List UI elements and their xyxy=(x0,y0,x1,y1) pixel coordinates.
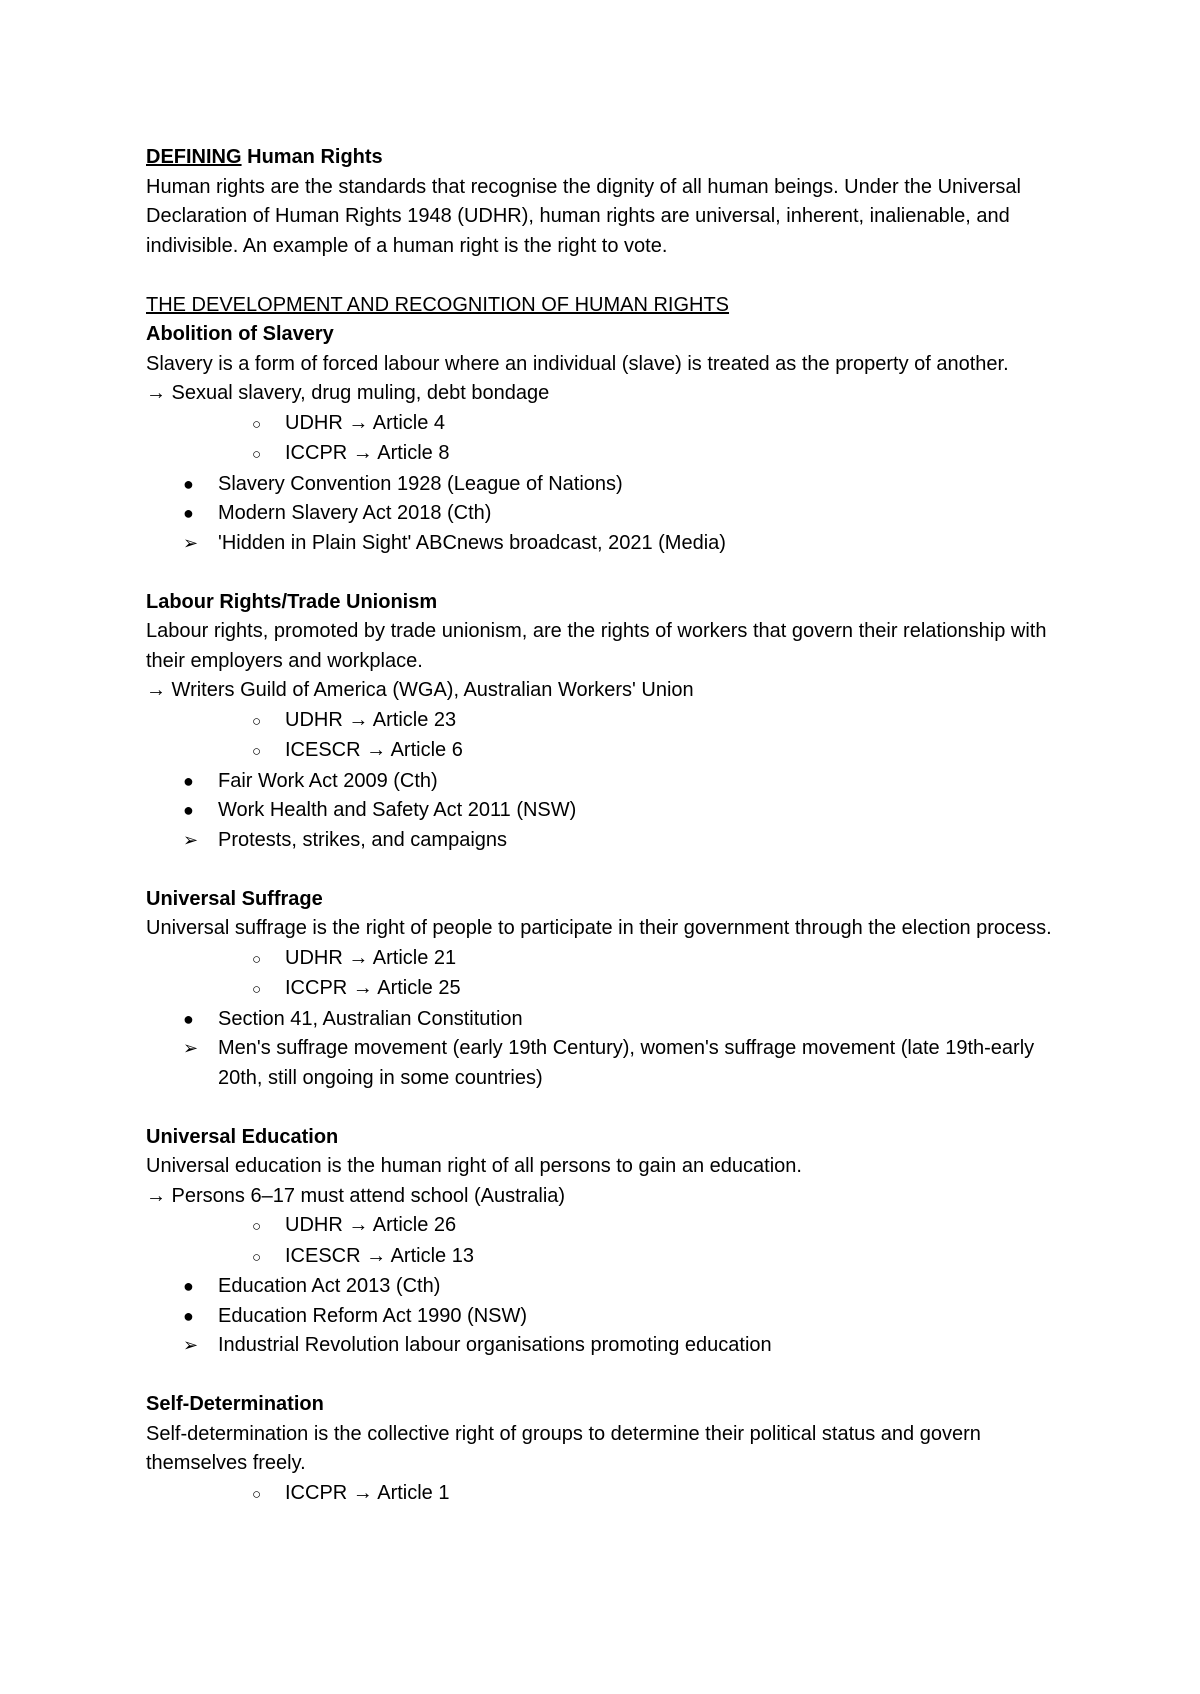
suffrage-sub-text: UDHR → Article 21 xyxy=(285,946,457,969)
slavery-bullet xyxy=(146,499,1066,529)
chevron-arrow-icon: ➢ xyxy=(183,532,199,553)
slavery-example xyxy=(146,379,1066,409)
education-sub-item xyxy=(146,1242,1066,1273)
suffrage-bullet xyxy=(146,1005,1066,1035)
labour-bullet xyxy=(146,796,1066,826)
labour-heading: Labour Rights/Trade Unionism xyxy=(146,590,438,613)
arrow-icon: → xyxy=(146,1184,166,1207)
circle-bullet-icon: ○ xyxy=(252,950,262,968)
selfdet-heading: Self-Determination xyxy=(146,1393,324,1415)
labour-bullet-text: Work Health and Safety Act 2011 (NSW) xyxy=(218,799,577,821)
labour-bullet xyxy=(146,767,1066,797)
slavery-heading: Abolition of Slavery xyxy=(146,323,334,345)
suffrage-sub-text: ICCPR → Article 25 xyxy=(285,977,461,999)
bullet-icon: ● xyxy=(183,1305,194,1326)
chevron-arrow-icon: ➢ xyxy=(183,829,199,850)
labour-definition: Labour rights, promoted by trade unionism, are the rights of workers that govern their relationship with their employers and workplace. xyxy=(146,620,1053,672)
circle-bullet-icon: ○ xyxy=(252,743,262,760)
arrow-icon: → xyxy=(146,382,166,404)
slavery-sub-text: UDHR → Article 4 xyxy=(285,411,446,434)
slavery-bullet xyxy=(146,470,1066,500)
labour-sub-text: UDHR → Article 23 xyxy=(285,708,457,731)
slavery-chevron-item xyxy=(146,529,1066,559)
bullet-icon: ● xyxy=(183,800,194,820)
circle-bullet-icon: ○ xyxy=(252,712,262,730)
education-sub-text: UDHR → Article 26 xyxy=(285,1214,457,1236)
selfdet-sub-text: ICCPR → Article 1 xyxy=(285,1481,450,1504)
bullet-icon: ● xyxy=(183,473,194,494)
education-bullet xyxy=(146,1302,1066,1332)
education-definition: Universal education is the human right of all persons to gain an education. xyxy=(146,1155,802,1177)
spacer xyxy=(146,1093,1066,1123)
education-heading: Universal Education xyxy=(146,1125,339,1148)
slavery-sub-item xyxy=(146,409,1066,440)
education-bullet xyxy=(146,1272,1066,1302)
defining-heading xyxy=(146,143,1066,173)
labour-sub-item xyxy=(146,736,1066,767)
bullet-icon: ● xyxy=(183,1008,194,1029)
education-sub-item xyxy=(146,1211,1066,1242)
circle-bullet-icon: ○ xyxy=(252,1248,262,1266)
defining-heading-underlined: DEFINING xyxy=(146,146,242,168)
chevron-arrow-icon: ➢ xyxy=(183,1038,199,1058)
labour-example xyxy=(146,676,1066,706)
education-example-text: Persons 6–17 must attend school (Australia) xyxy=(166,1184,566,1207)
education-sub-text: ICESCR → Article 13 xyxy=(285,1244,474,1267)
slavery-bullet-text: Modern Slavery Act 2018 (Cth) xyxy=(218,502,492,524)
education-bullet-text: Education Act 2013 (Cth) xyxy=(218,1275,441,1297)
circle-bullet-icon: ○ xyxy=(252,446,262,463)
suffrage-sub-item xyxy=(146,974,1066,1005)
circle-bullet-icon: ○ xyxy=(252,1218,262,1235)
circle-bullet-icon: ○ xyxy=(252,1485,262,1503)
labour-chevron-item xyxy=(146,826,1066,856)
document-page xyxy=(146,143,1066,1509)
bullet-icon: ● xyxy=(183,503,194,523)
suffrage-heading: Universal Suffrage xyxy=(146,887,323,910)
spacer xyxy=(146,1361,1066,1391)
education-chevron-text: Industrial Revolution labour organisations promoting education xyxy=(218,1334,772,1356)
slavery-sub-item xyxy=(146,439,1066,470)
selfdet-definition: Self-determination is the collective right of groups to determine their political status and govern themselves freely. xyxy=(146,1422,987,1474)
slavery-definition: Slavery is a form of forced labour where an individual (slave) is treated as the property of another. xyxy=(146,352,1009,375)
suffrage-chevron-item xyxy=(146,1034,1066,1093)
slavery-bullet-text: Slavery Convention 1928 (League of Nations) xyxy=(218,472,623,495)
defining-paragraph: Human rights are the standards that recognise the dignity of all human beings. Under the Universal Declaration of Human Rights 1948 (UDHR), human rights are universal, inherent, inalienable, and indivisible. An example of a human right is the right to vote. xyxy=(146,175,1027,257)
bullet-icon: ● xyxy=(183,770,194,791)
selfdet-sub-item xyxy=(146,1479,1066,1510)
defining-heading-rest: Human Rights xyxy=(241,146,383,168)
suffrage-bullet-text: Section 41, Australian Constitution xyxy=(218,1007,523,1030)
slavery-example-text: Sexual slavery, drug muling, debt bondage xyxy=(166,382,550,404)
suffrage-sub-item xyxy=(146,944,1066,975)
circle-bullet-icon: ○ xyxy=(252,981,262,998)
chevron-arrow-icon: ➢ xyxy=(183,1335,199,1355)
suffrage-chevron-text: Men's suffrage movement (early 19th Century), women's suffrage movement (late 19th-early 20th, still ongoing in some countries) xyxy=(218,1037,1040,1089)
bullet-icon: ● xyxy=(183,1276,194,1296)
labour-chevron-text: Protests, strikes, and campaigns xyxy=(218,828,508,851)
labour-example-text: Writers Guild of America (WGA), Australian Workers' Union xyxy=(166,679,694,701)
education-chevron-item xyxy=(146,1331,1066,1361)
labour-sub-text: ICESCR → Article 6 xyxy=(285,739,463,761)
slavery-sub-text: ICCPR → Article 8 xyxy=(285,442,450,464)
suffrage-definition: Universal suffrage is the right of people to participate in their government through the election process. xyxy=(146,917,1052,939)
spacer xyxy=(146,558,1066,588)
labour-bullet-text: Fair Work Act 2009 (Cth) xyxy=(218,769,438,792)
circle-bullet-icon: ○ xyxy=(252,415,262,433)
spacer xyxy=(146,261,1066,291)
spacer xyxy=(146,855,1066,885)
education-example xyxy=(146,1182,1066,1212)
education-bullet-text: Education Reform Act 1990 (NSW) xyxy=(218,1304,528,1327)
arrow-icon: → xyxy=(146,679,166,701)
section-heading: THE DEVELOPMENT AND RECOGNITION OF HUMAN RIGHTS xyxy=(146,293,730,316)
labour-sub-item xyxy=(146,706,1066,737)
slavery-chevron-text: 'Hidden in Plain Sight' ABCnews broadcast, 2021 (Media) xyxy=(218,531,726,554)
